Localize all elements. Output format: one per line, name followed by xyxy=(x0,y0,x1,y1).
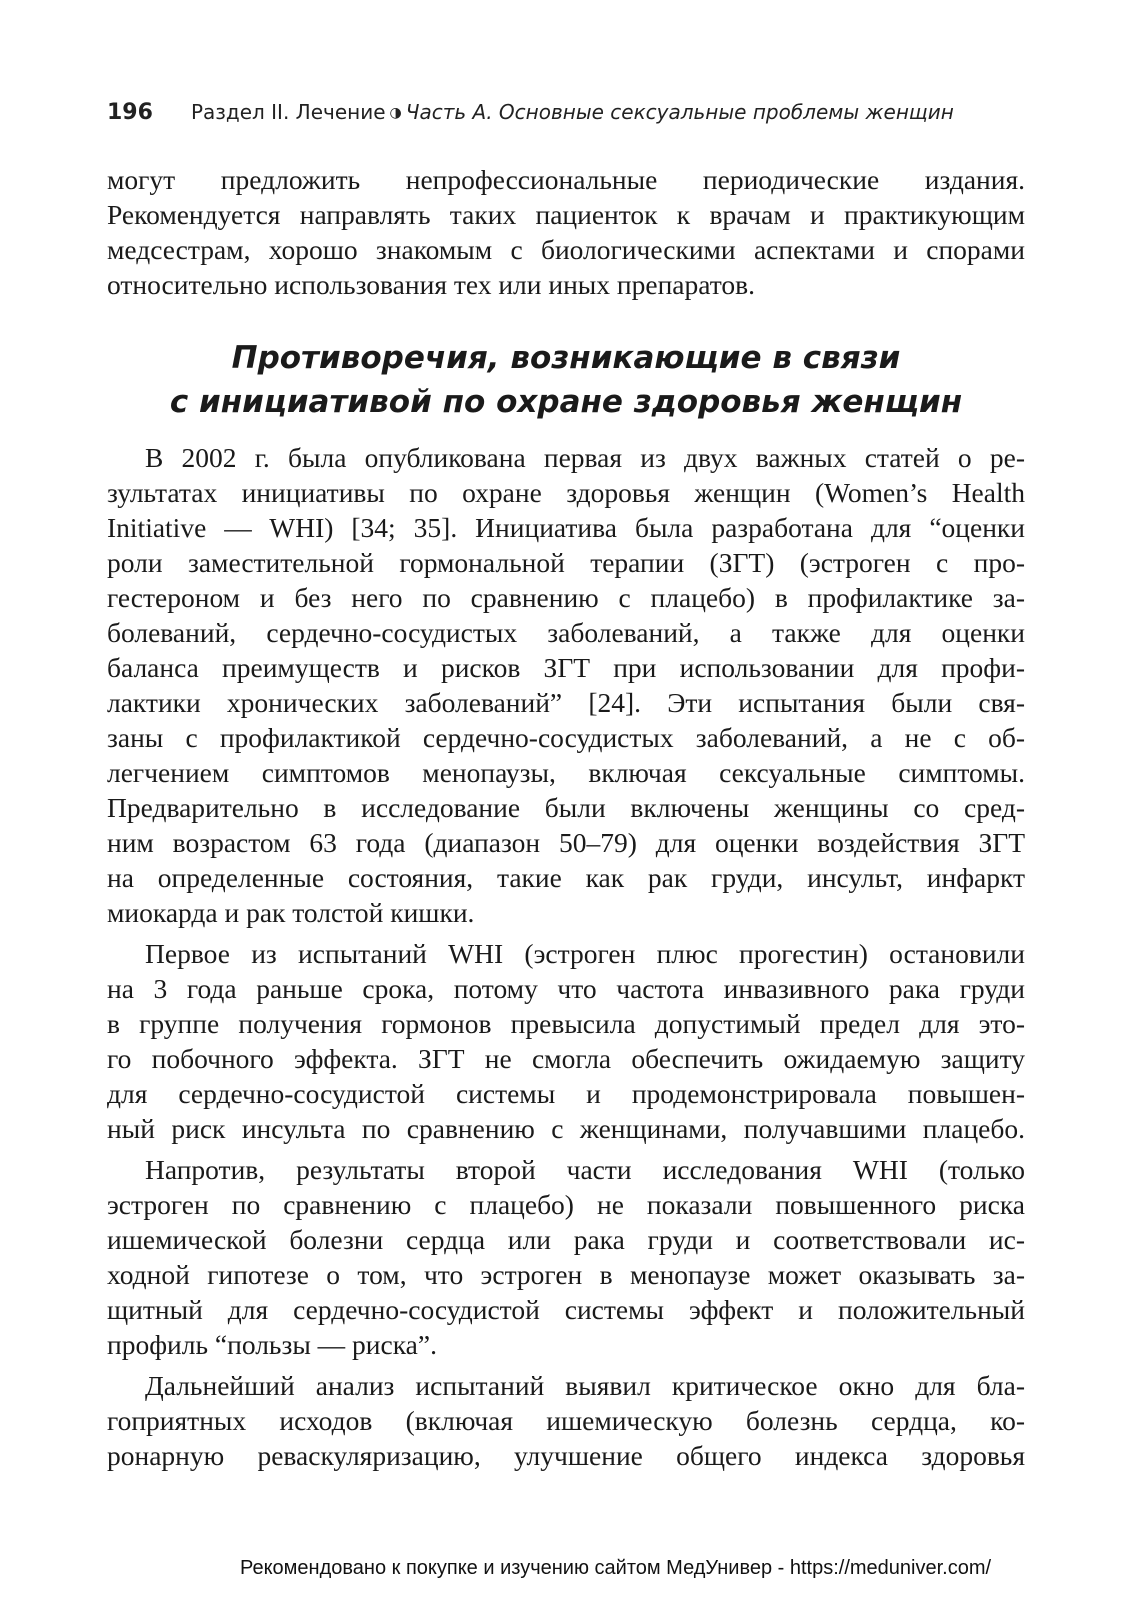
paragraph1-line-2: зультатах инициативы по охране здоровья женщин (Women’s Health xyxy=(107,477,1025,508)
paragraph3-line-6: профиль “пользы — риска”. xyxy=(107,1329,437,1360)
paragraph4-line-2: гоприятных исходов (включая ишемическую болезнь сердца, ко- xyxy=(107,1405,1025,1436)
paragraph2-line-6: ный риск инсульта по сравнению с женщинами, получавшими плацебо. xyxy=(107,1113,1025,1144)
paragraph1-line-10: легчением симптомов менопаузы, включая сексуальные симптомы. xyxy=(107,757,1025,788)
paragraph1-line-13: на определенные состояния, такие как рак груди, инсульт, инфаркт xyxy=(107,862,1025,893)
intro-line-1: могут предложить непрофессиональные периодические издания. xyxy=(107,164,1025,195)
paragraph3-line-3: ишемической болезни сердца или рака груди и соответствовали ис- xyxy=(107,1224,1025,1255)
paragraph1-line-8: лактики хронических заболеваний” [24]. Эти испытания были свя- xyxy=(107,687,1025,718)
header-section: Раздел II. Лечение xyxy=(190,100,386,124)
paragraph4-line-3: ронарную реваскуляризацию, улучшение общего индекса здоровья xyxy=(107,1440,1025,1471)
intro-line-3: медсестрам, хорошо знакомым с биологическими аспектами и спорами xyxy=(107,234,1025,265)
paragraph4-line-1: Дальнейший анализ испытаний выявил критическое окно для бла- xyxy=(145,1370,1025,1401)
paragraph3-line-5: щитный для сердечно-сосудистой системы эффект и положительный xyxy=(107,1294,1025,1325)
paragraph1-line-9: заны с профилактикой сердечно-сосудистых заболеваний, а не с об- xyxy=(107,722,1025,753)
paragraph2-line-4: го побочного эффекта. ЗГТ не смогла обеспечить ожидаемую защиту xyxy=(107,1043,1025,1074)
paragraph2-line-2: на 3 года раньше срока, потому что частота инвазивного рака груди xyxy=(107,973,1025,1004)
running-header xyxy=(107,100,1027,132)
paragraph2-line-5: для сердечно-сосудистой системы и продемонстрировала повышен- xyxy=(107,1078,1025,1109)
paragraph3-line-2: эстроген по сравнению с плацебо) не показали повышенного риска xyxy=(107,1189,1025,1220)
paragraph2-line-1: Первое из испытаний WHI (эстроген плюс прогестин) остановили xyxy=(145,938,1025,969)
paragraph1-line-7: баланса преимуществ и рисков ЗГТ при использовании для профи- xyxy=(107,652,1025,683)
intro-line-4: относительно использования тех или иных препаратов. xyxy=(107,269,755,300)
page-number: 196 xyxy=(107,100,153,125)
section-heading-line-1: Противоречия, возникающие в связи xyxy=(231,340,901,376)
section-heading-line-2: с инициативой по охране здоровья женщин xyxy=(169,384,963,420)
paragraph3-line-1: Напротив, результаты второй части исследования WHI (только xyxy=(145,1154,1025,1185)
paragraph1-line-5: гестероном и без него по сравнению с плацебо) в профилактике за- xyxy=(107,582,1025,613)
paragraph1-line-3: Initiative — WHI) [34; 35]. Инициатива была разработана для “оценки xyxy=(107,512,1025,543)
intro-line-2: Рекомендуется направлять таких пациенток к врачам и практикующим xyxy=(107,199,1025,230)
paragraph2-line-3: в группе получения гормонов превысила допустимый предел для это- xyxy=(107,1008,1025,1039)
paragraph3-line-4: ходной гипотезе о том, что эстроген в менопаузе может оказывать за- xyxy=(107,1259,1025,1290)
paragraph1-line-11: Предварительно в исследование были включены женщины со сред- xyxy=(107,792,1025,823)
paragraph1-line-12: ним возрастом 63 года (диапазон 50–79) для оценки воздействия ЗГТ xyxy=(107,827,1025,858)
paragraph1-line-14: миокарда и рак толстой кишки. xyxy=(107,897,475,928)
paragraph1-line-1: В 2002 г. была опубликована первая из двух важных статей о ре- xyxy=(145,442,1025,473)
header-part: Часть А. Основные сексуальные проблемы женщин xyxy=(405,100,954,124)
paragraph1-line-4: роли заместительной гормональной терапии (ЗГТ) (эстроген с про- xyxy=(107,547,1025,578)
paragraph1-line-6: болеваний, сердечно-сосудистых заболеваний, а также для оценки xyxy=(107,617,1025,648)
watermark-footer: Рекомендовано к покупке и изучению сайтом МедУнивер - https://meduniver.com/ xyxy=(240,1557,992,1579)
header-separator-icon: ◑ xyxy=(389,105,402,121)
